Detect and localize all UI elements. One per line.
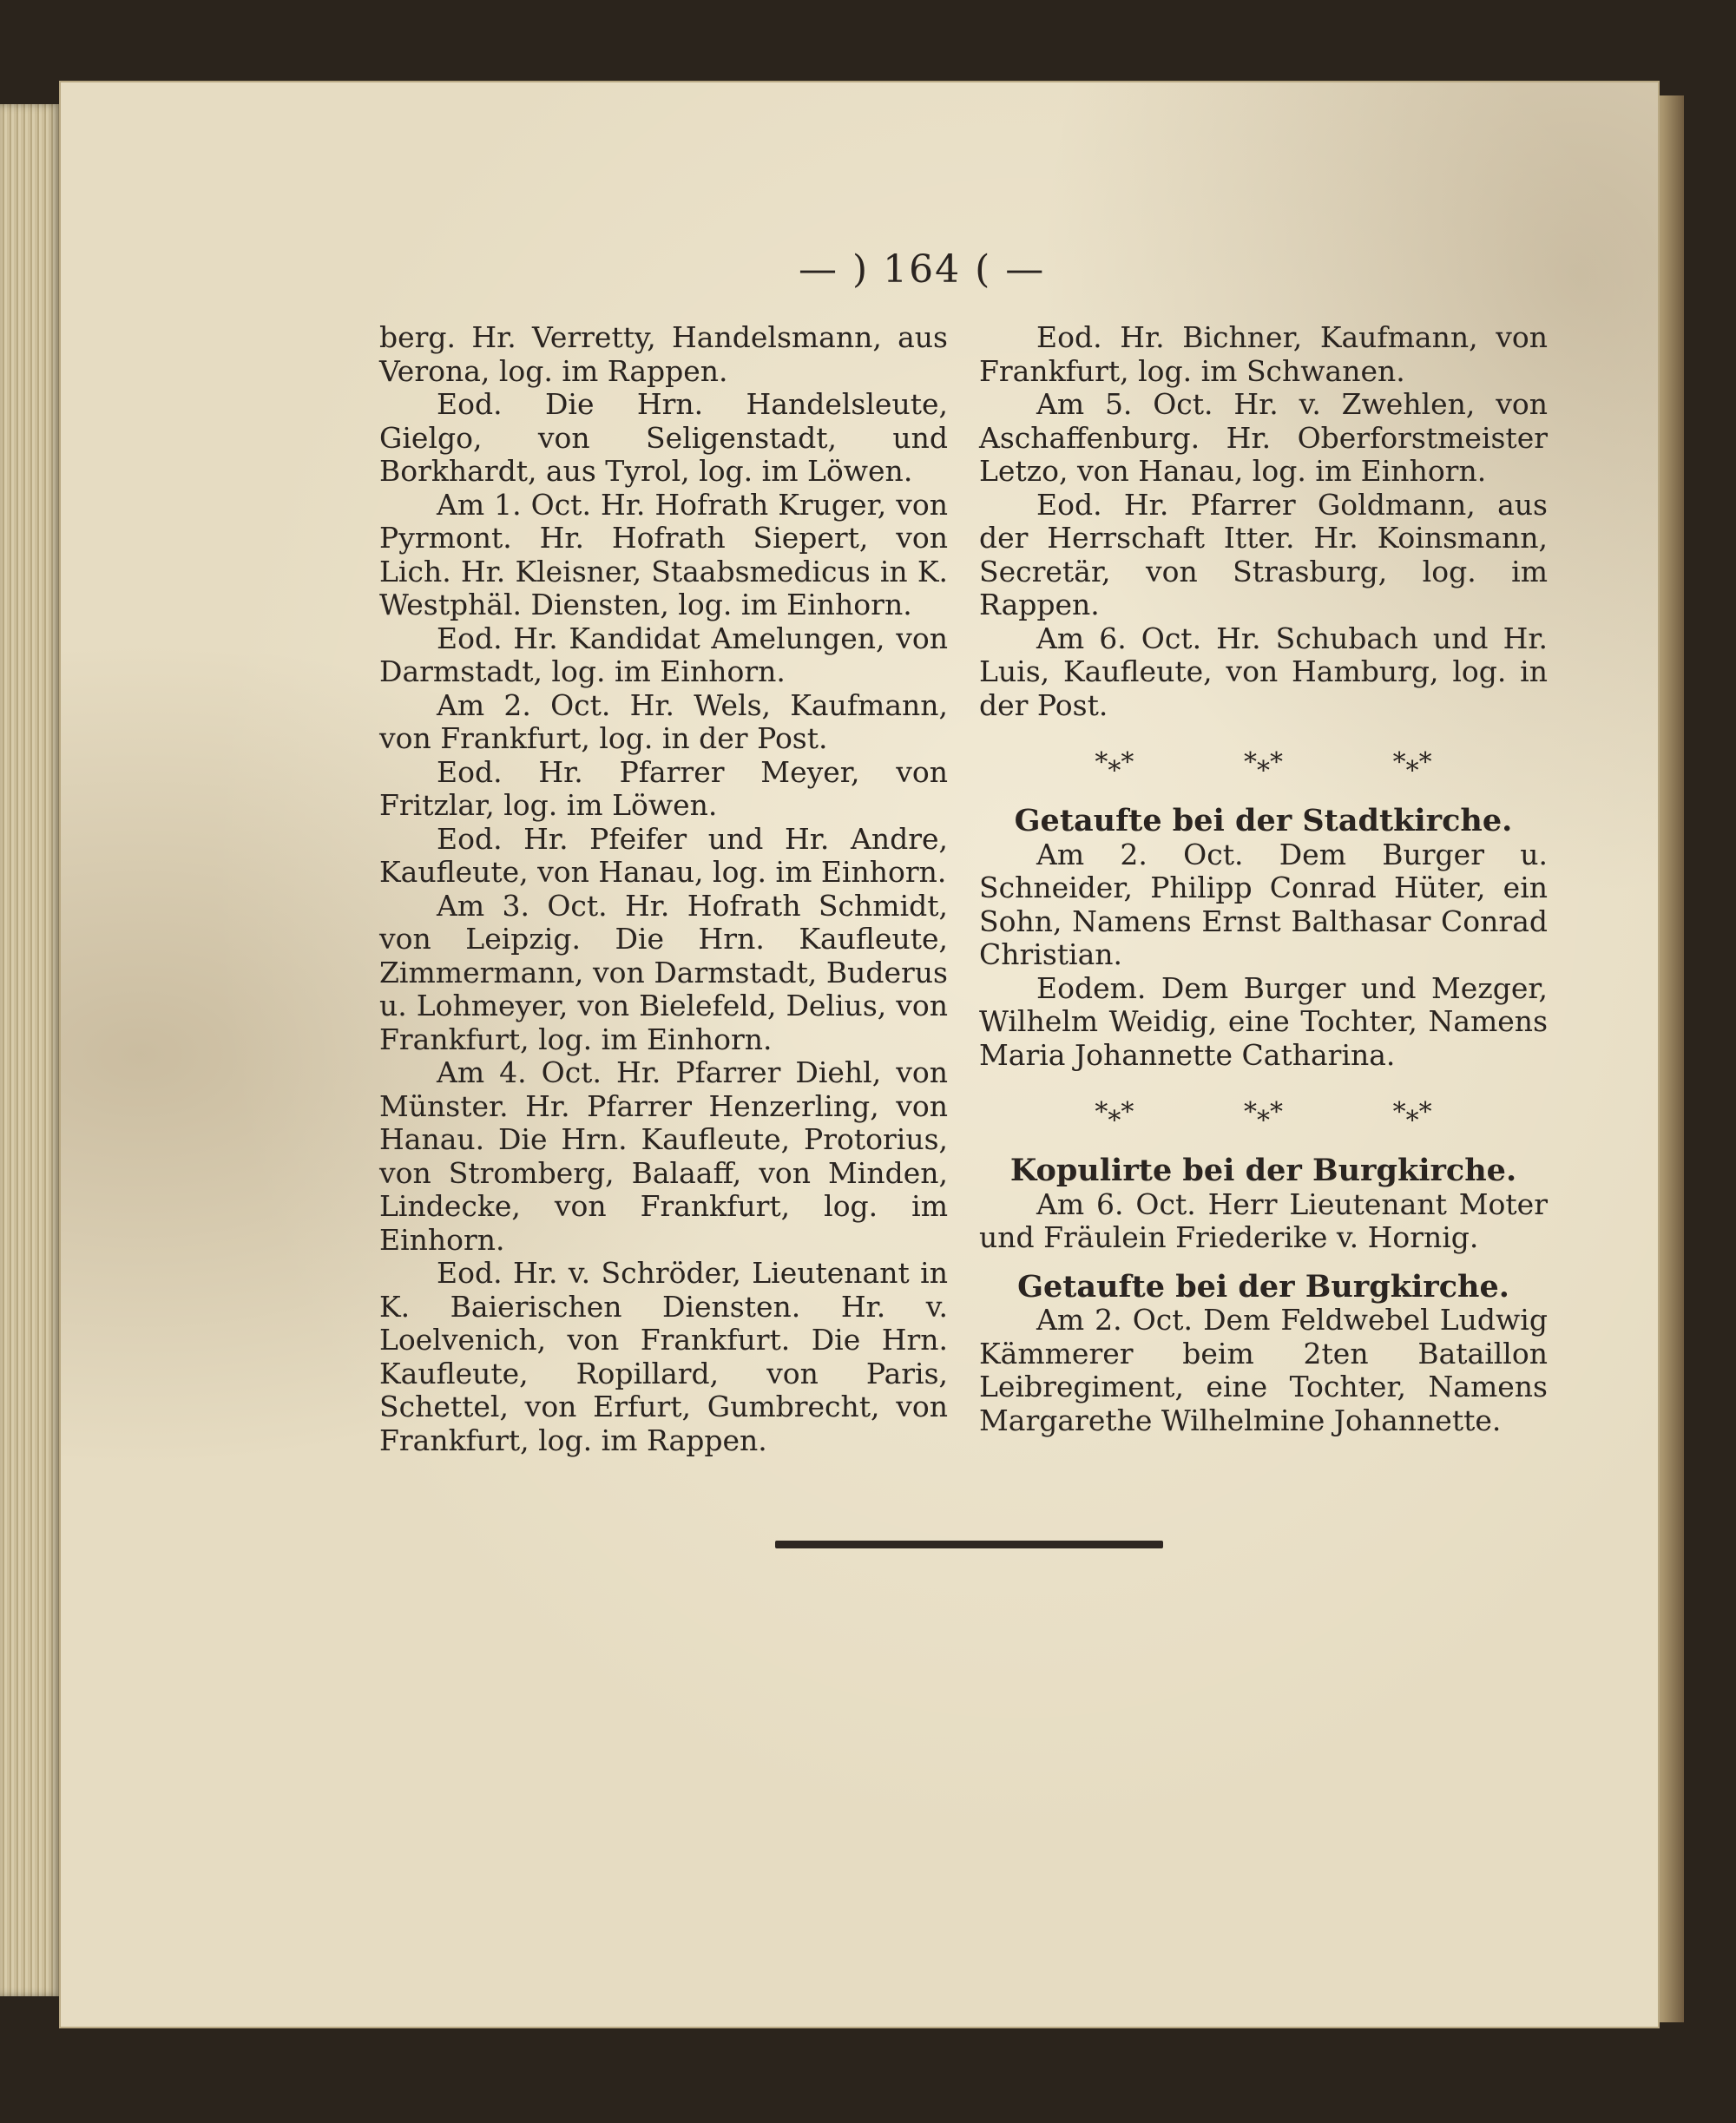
asterism-glyph: *⁎* <box>1095 747 1134 779</box>
section-heading: Getaufte bei der Stadtkirche. <box>1014 803 1513 838</box>
section-heading: Kopulirte bei der Burgkirche. <box>1009 1153 1517 1188</box>
asterism-divider <box>979 1072 1548 1154</box>
paragraph: Am 2. Oct. Dem Burger u. Schneider, Philipp Conrad Hüter, ein Sohn, Namens Ernst Balthasar Conrad Christian. <box>979 837 1548 971</box>
left-column <box>379 321 948 1457</box>
asterism-glyph: *⁎* <box>1243 1097 1283 1128</box>
paragraph: Am 1. Oct. Hr. Hofrath Kruger, von Pyrmont. Hr. Hofrath Siepert, von Lich. Hr. Kleisner, Staabsmedicus in K. Westphäl. Diensten, log. im Einhorn. <box>379 487 948 621</box>
page-number: — ) 164 ( — <box>799 247 1046 292</box>
asterism-glyph: *⁎* <box>1243 747 1283 779</box>
paragraph: Eod. Hr. Bichner, Kaufmann, von Frankfurt, log. im Schwanen. <box>979 320 1548 388</box>
paragraph: Eod. Hr. Pfarrer Goldmann, aus der Herrschaft Itter. Hr. Koinsmann, Secretär, von Strasburg, log. im Rappen. <box>979 487 1548 621</box>
paragraph: Am 2. Oct. Dem Feldwebel Ludwig Kämmerer beim 2ten Bataillon Leibregiment, eine Tochter, Namens Margarethe Wilhelmine Johannette. <box>979 1303 1548 1437</box>
paragraph: Am 2. Oct. Hr. Wels, Kaufmann, von Frankfurt, log. in der Post. <box>379 687 948 755</box>
paragraph: Am 5. Oct. Hr. v. Zwehlen, von Aschaffenburg. Hr. Oberforstmeister Letzo, von Hanau, log. im Einhorn. <box>979 387 1548 488</box>
paragraph: Eod. Hr. Kandidat Amelungen, von Darmstadt, log. im Einhorn. <box>379 621 948 688</box>
paragraph: Am 6. Oct. Hr. Schubach und Hr. Luis, Kaufleute, von Hamburg, log. in der Post. <box>979 621 1548 722</box>
end-rule <box>775 1541 1163 1548</box>
asterism-glyph: *⁎* <box>1095 1097 1134 1128</box>
asterism-glyph: *⁎* <box>1392 747 1432 779</box>
paragraph: berg. Hr. Verretty, Handelsmann, aus Verona, log. im Rappen. <box>379 320 948 388</box>
paragraph: Eod. Hr. v. Schröder, Lieutenant in K. Baierischen Diensten. Hr. v. Loelvenich, von Frankfurt. Die Hrn. Kaufleute, Ropillard, von Paris, Schettel, von Erfurt, Gumbrecht, von Frankfurt, log. im Rappen. <box>379 1256 948 1457</box>
paragraph: Eod. Die Hrn. Handelsleute, Gielgo, von Seligenstadt, und Borkhardt, aus Tyrol, log. im Löwen. <box>379 387 948 488</box>
book-page-edges <box>0 104 61 1996</box>
asterism-divider <box>979 722 1548 805</box>
paragraph: Eod. Hr. Pfeifer und Hr. Andre, Kaufleute, von Hanau, log. im Einhorn. <box>379 821 948 889</box>
spacer <box>979 1255 1548 1271</box>
paragraph: Eod. Hr. Pfarrer Meyer, von Fritzlar, log. im Löwen. <box>379 754 948 822</box>
paragraph: Am 6. Oct. Herr Lieutenant Moter und Fräulein Friederike v. Hornig. <box>979 1186 1548 1254</box>
paragraph: Am 3. Oct. Hr. Hofrath Schmidt, von Leipzig. Die Hrn. Kaufleute, Zimmermann, von Darmstadt, Buderus u. Lohmeyer, von Bielefeld, Delius, von Frankfurt, log. im Einhorn. <box>379 888 948 1056</box>
paragraph: Eodem. Dem Burger und Mezger, Wilhelm Weidig, eine Tochter, Namens Maria Johannette Catharina. <box>979 970 1548 1072</box>
asterism-glyph: *⁎* <box>1392 1097 1432 1128</box>
section-heading: Getaufte bei der Burgkirche. <box>1017 1268 1509 1305</box>
right-column <box>979 321 1548 1437</box>
paragraph: Am 4. Oct. Hr. Pfarrer Diehl, von Münster. Hr. Pfarrer Henzerling, von Hanau. Die Hrn. Kaufleute, Protorius, von Stromberg, Balaaff, von Minden, Lindecke, von Frankfurt, log. im Einhorn. <box>379 1055 948 1257</box>
